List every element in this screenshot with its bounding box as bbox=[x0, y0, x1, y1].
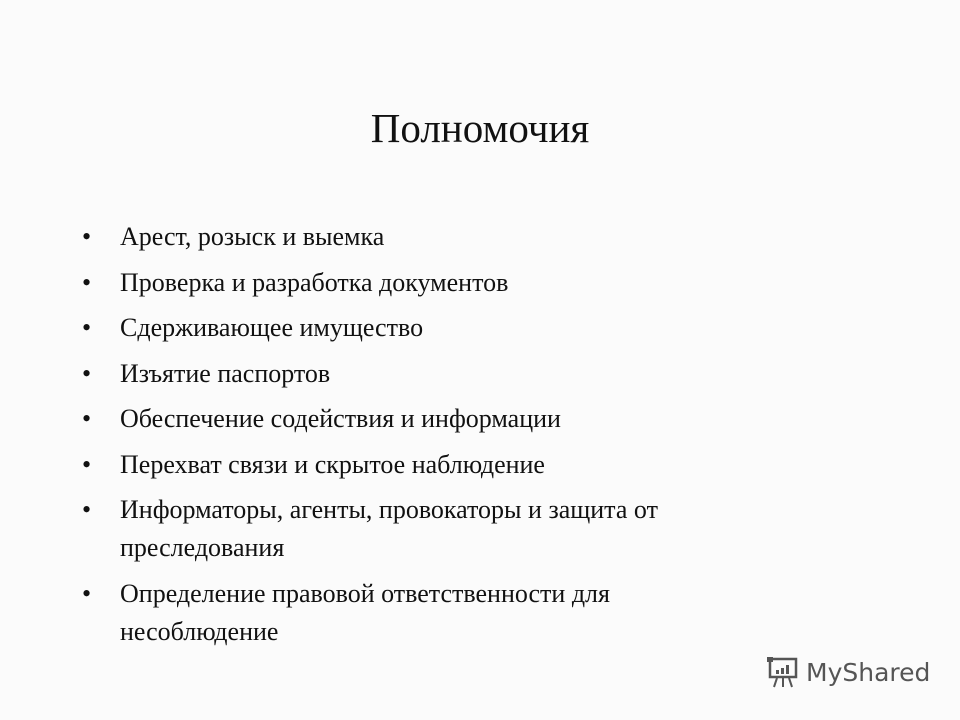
bullet-text: Арест, розыск и выемка bbox=[120, 222, 385, 251]
bullet-icon: • bbox=[82, 495, 92, 524]
list-item bbox=[82, 355, 782, 393]
bullet-text: Сдерживающее имущество bbox=[120, 313, 424, 342]
bullet-icon: • bbox=[82, 313, 92, 342]
bullet-icon: • bbox=[82, 267, 92, 297]
list-item bbox=[82, 309, 782, 347]
bullet-icon: • bbox=[82, 449, 92, 479]
bullet-icon: • bbox=[82, 358, 92, 388]
slide-title: Полномочия bbox=[370, 105, 590, 151]
bullet-icon: • bbox=[82, 404, 92, 433]
list-item bbox=[82, 264, 782, 302]
bullet-text: Перехват связи и скрытое наблюдение bbox=[120, 449, 545, 479]
bullet-icon: • bbox=[82, 222, 92, 251]
list-item bbox=[82, 575, 760, 651]
bullet-text: Информаторы, агенты, провокаторы и защита от преследования bbox=[120, 495, 658, 562]
watermark-text: MyShared bbox=[806, 657, 931, 687]
bullet-list bbox=[82, 218, 782, 658]
myshared-watermark bbox=[766, 656, 930, 688]
bullet-text: Проверка и разработка документов bbox=[120, 267, 509, 297]
bullet-text: Определение правовой ответственности для несоблюдение bbox=[120, 578, 610, 646]
list-item bbox=[82, 446, 782, 484]
list-item bbox=[82, 218, 782, 256]
list-item bbox=[82, 491, 760, 567]
bullet-text: Обеспечение содействия и информации bbox=[120, 404, 561, 433]
list-item bbox=[82, 400, 782, 438]
bullet-icon: • bbox=[82, 578, 92, 608]
bullet-text: Изъятие паспортов bbox=[120, 358, 331, 388]
presentation-board-icon bbox=[766, 656, 800, 688]
